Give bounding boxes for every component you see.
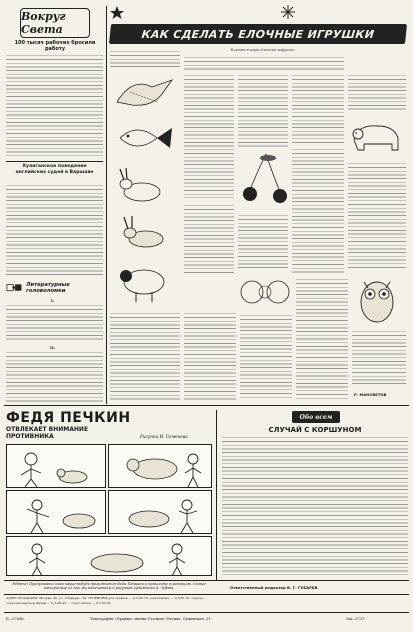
- puzzle-pieces-icon: [6, 281, 24, 295]
- star-ornament-icon: [110, 6, 124, 20]
- footer-issue: Б—07846.: [6, 617, 25, 621]
- puzzles-title: Литературные головоломки: [26, 282, 70, 294]
- owl-illustration: [352, 272, 402, 326]
- feature-col-2: [238, 74, 288, 148]
- comic-credit: Рисунки И. Семенова: [140, 434, 188, 439]
- feature-col-1b: [184, 204, 234, 274]
- puzzle-number-2: II.: [50, 345, 56, 350]
- column-rule-2: [216, 410, 217, 580]
- puzzle-text-1: [6, 304, 103, 342]
- sheep-template-illustration: [114, 260, 176, 304]
- story-text: [222, 436, 408, 578]
- cherry-ornament-illustration: [238, 150, 294, 210]
- fish-template-illustration: [112, 118, 178, 158]
- bird-template-illustration: [112, 72, 178, 112]
- left-column: [6, 6, 103, 404]
- right-col-text-1: [348, 74, 406, 110]
- panel-2-drawing: [109, 445, 213, 489]
- comic-panel-4: [108, 490, 212, 534]
- comic-title: ФЕДЯ ПЕЧКИН: [6, 410, 131, 426]
- right-col-text-3: [352, 330, 406, 386]
- panel-1-drawing: [7, 445, 107, 489]
- feature-title: КАК СДЕЛАТЬ ЕЛОЧНЫЕ ИГРУШКИ: [141, 27, 375, 41]
- story-rubric: Обо всем: [299, 413, 333, 421]
- comic-panel-5: [6, 536, 212, 576]
- snowflake-icon: [280, 4, 296, 20]
- caption-divider: [4, 580, 409, 581]
- panel-4-drawing: [109, 491, 213, 535]
- panel-3-drawing: [7, 491, 107, 535]
- author-signature: Р. МАНСВЕТОВ: [354, 392, 387, 397]
- feature-intro-text: Клеются игры ёлочных игрушек...: [230, 48, 298, 52]
- section-divider: [4, 405, 409, 406]
- polar-bear-illustration: [348, 112, 406, 158]
- rabbit-template-illustration: [112, 166, 178, 206]
- comic-panel-2: [108, 444, 212, 488]
- article-text-1: [6, 54, 103, 158]
- divider: [6, 161, 103, 162]
- column-rule-1: [106, 6, 107, 404]
- feature-col-1: [184, 74, 234, 198]
- comic-panel-3: [6, 490, 106, 534]
- article-text-2: [6, 184, 103, 277]
- footer-address-2: отдел пионерской жизни — Д 3-68-43 ... отдел писем — Д 3-60-50.: [6, 602, 112, 605]
- feature-col-3c: [240, 314, 292, 400]
- feature-col-1c: [110, 312, 180, 400]
- feature-col-2b: [238, 214, 288, 270]
- footer-printer: Типография «Правды» имени Сталина. Москва, Сущевская, 21.: [90, 617, 212, 621]
- feature-col-2c: [184, 312, 236, 400]
- masthead: Вокруг Света: [21, 10, 66, 36]
- bottom-divider: [4, 612, 409, 613]
- comic-subtitle: ОТВЛЕКАЕТ ВНИМАНИЕ ПРОТИВНИКА: [6, 426, 89, 440]
- puzzle-text-2: [6, 351, 103, 403]
- intro-text: [110, 50, 180, 68]
- hare-template-illustration: [112, 213, 178, 253]
- feature-banner: [109, 24, 407, 44]
- story-rubric-box: [292, 411, 340, 423]
- feature-col-3: [292, 74, 344, 144]
- panel-5-drawing: [7, 537, 213, 577]
- feature-intro-lines: [184, 56, 344, 70]
- ring-diagram-illustration: [238, 272, 292, 312]
- comic-panel-1: [6, 444, 106, 488]
- feature-col-3b: [292, 148, 344, 274]
- craft-illustrations: [110, 48, 180, 308]
- puzzles-header: [6, 280, 103, 296]
- footer-order: Зак. 2737.: [346, 617, 366, 621]
- editor-line: Ответственный редактор В. Г. ГУБАРЕВ.: [230, 585, 319, 590]
- feature-col-4c: [296, 278, 348, 400]
- masthead-box: [20, 8, 90, 38]
- footer-divider: [4, 594, 409, 595]
- headline: 100 тысяч рабочих бросили работу: [14, 40, 96, 52]
- puzzle-number-1: I.: [51, 298, 55, 303]
- footer-address: АДРЕС РЕДАКЦИИ: Москва, 40, ул. «Правды», 24. ТЕЛЕФОНЫ для справок — Д 3-60-70; секретариат — Д 3-65-70; отделы...: [6, 597, 206, 600]
- comic-caption: Ребята! Придумайте сами какие-нибудь приключения Феди Печкина и пришлите в редакцию. Самые интересные из них мы напечатаем в рисунках художника А. Зубова.: [12, 582, 206, 591]
- right-col-text-2: [348, 162, 406, 270]
- story-title: СЛУЧАЙ С КОРШУНОМ: [268, 426, 362, 434]
- section-title: Хулиганское поведение английских судей в Варшаве: [15, 164, 94, 175]
